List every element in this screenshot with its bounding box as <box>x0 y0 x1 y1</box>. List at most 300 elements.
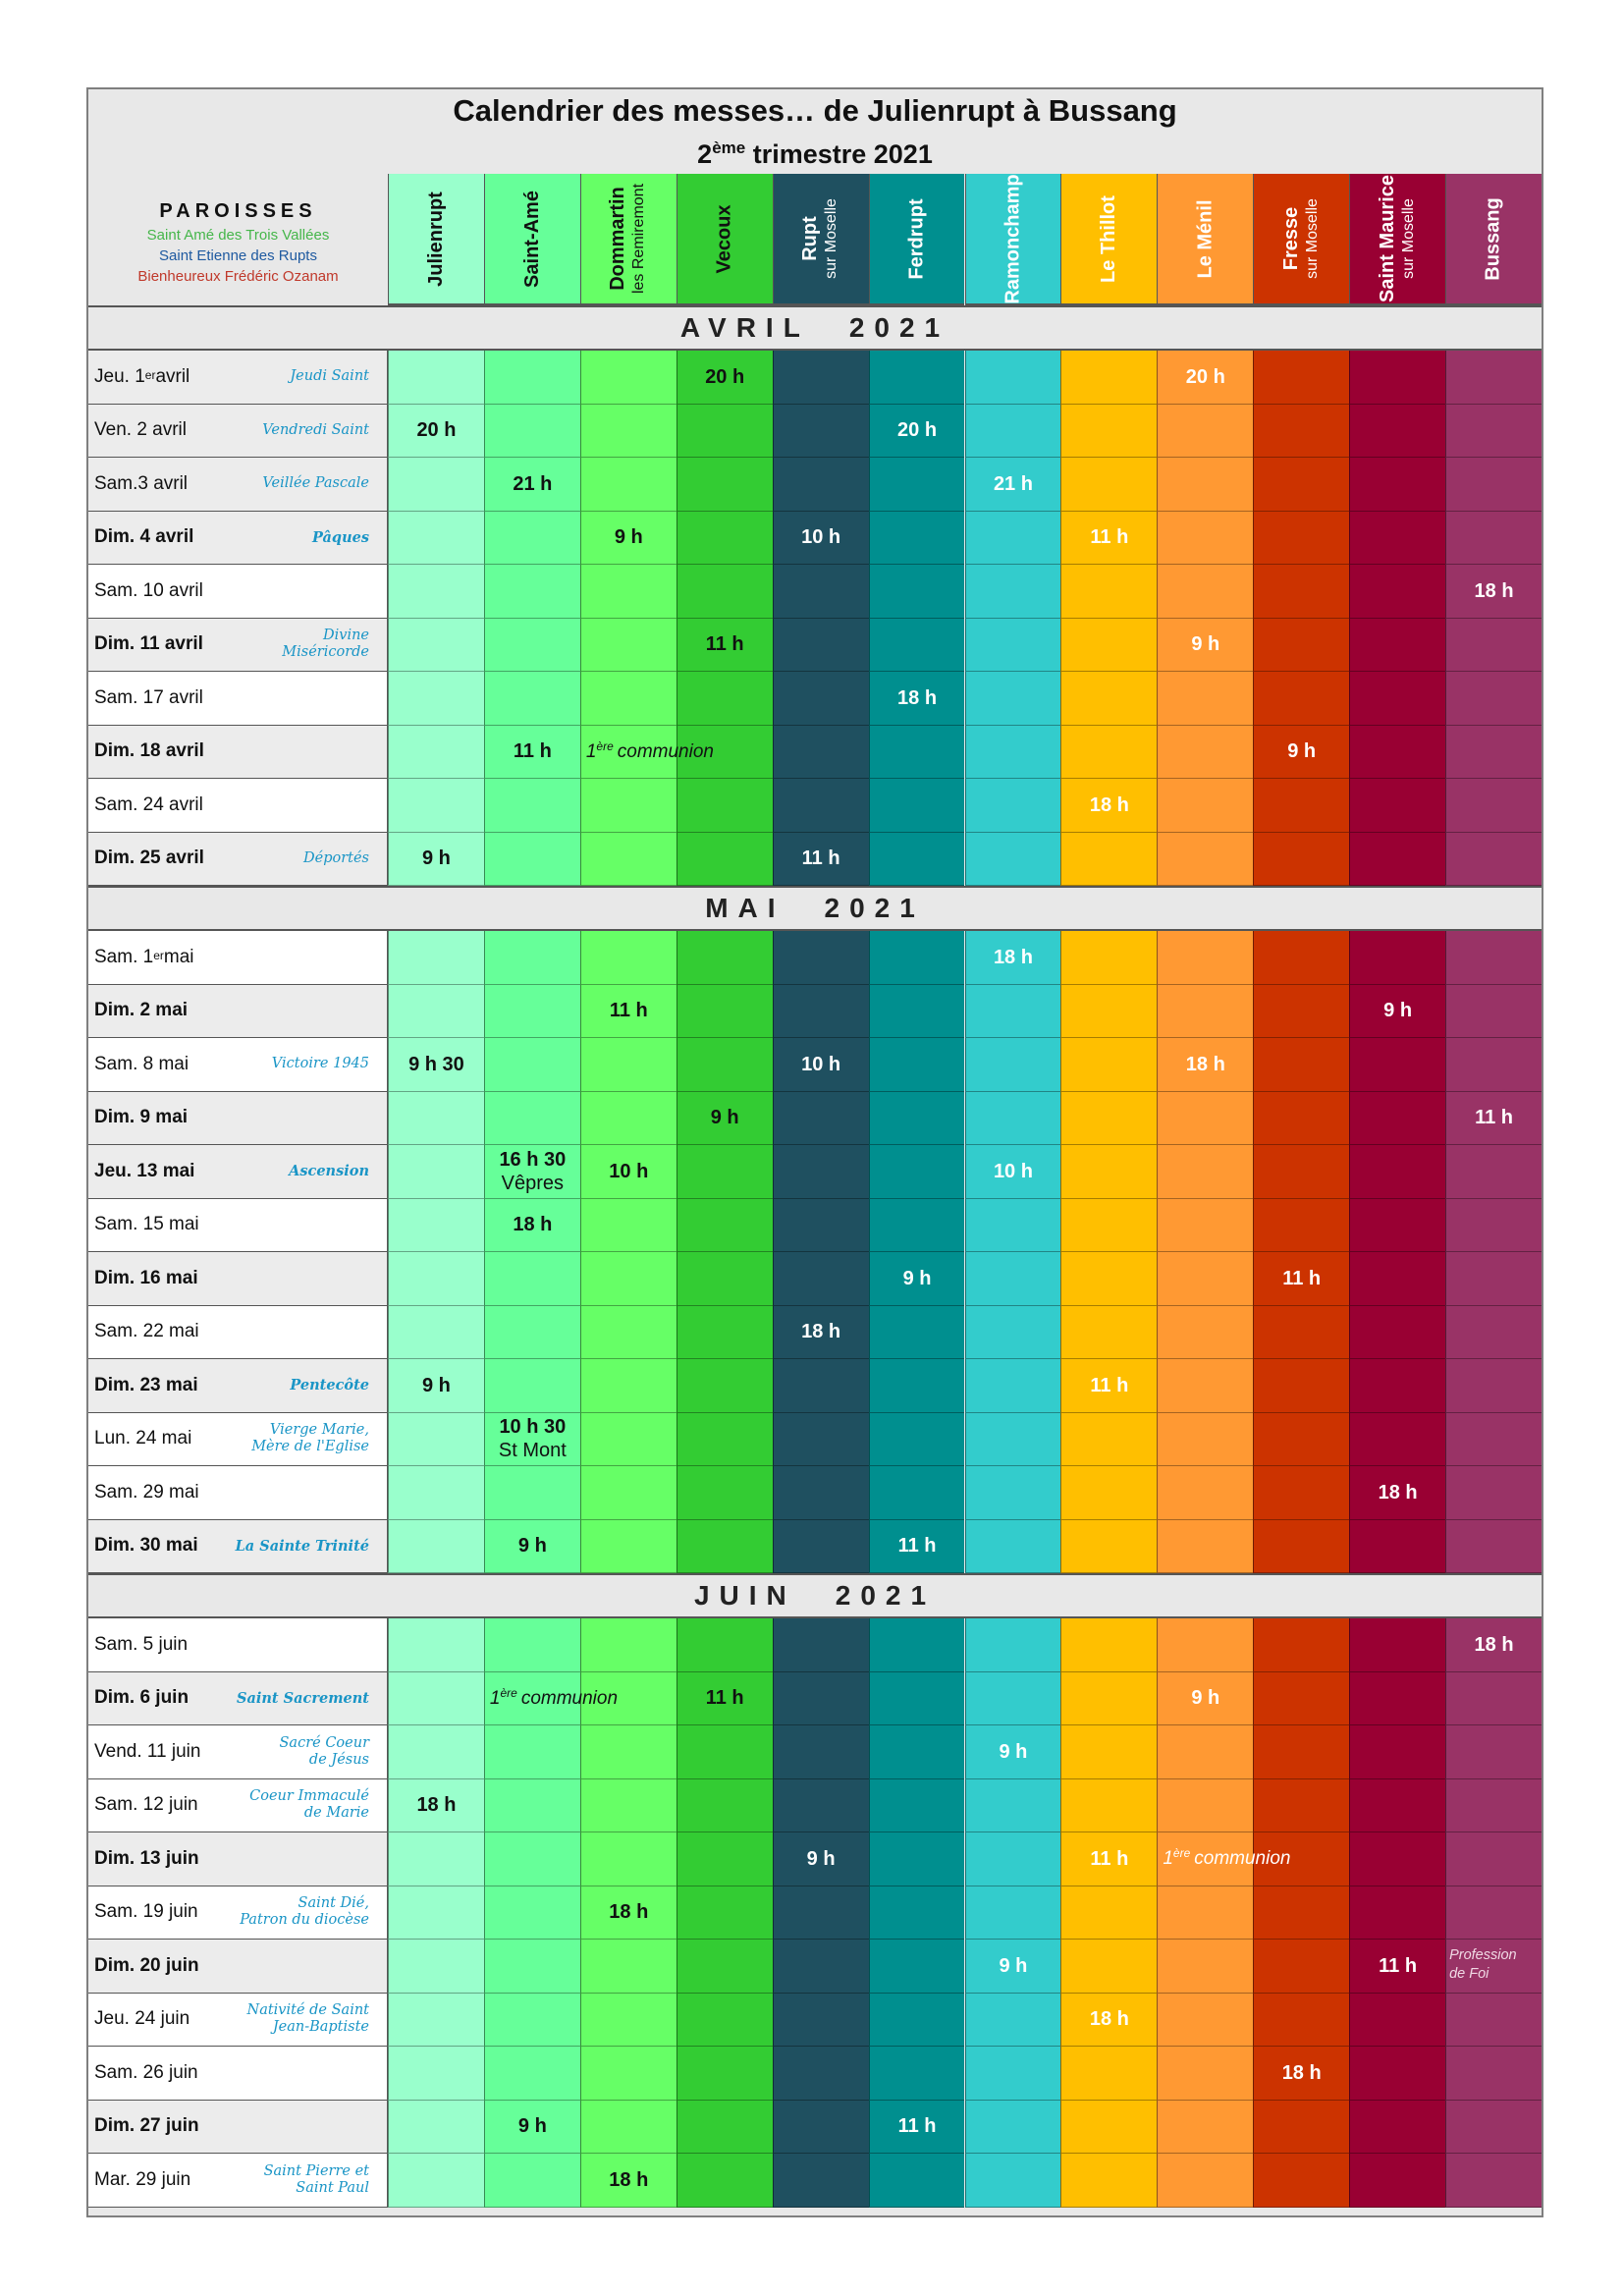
mass-time: 18 h <box>993 946 1033 968</box>
mass-cell <box>1445 2101 1542 2155</box>
mass-cell <box>677 1994 773 2048</box>
mass-cell <box>773 1359 869 1413</box>
mass-cell <box>1060 1940 1157 1994</box>
mass-cell <box>1253 1199 1349 1253</box>
liturgical-feast-text: Sacré Coeur de Jésus <box>279 1734 369 1768</box>
liturgical-feast-text: Jeudi Saint <box>290 368 369 385</box>
mass-cell <box>869 405 965 459</box>
mass-cell <box>965 1466 1061 1520</box>
date-cell <box>88 1725 388 1779</box>
column-subname: sur Moselle <box>1399 198 1417 279</box>
mass-time: 9 h <box>422 1374 451 1396</box>
mass-cell <box>1060 1672 1157 1726</box>
mass-time: 11 h <box>1090 1847 1129 1870</box>
mass-time: 18 h <box>1281 2061 1322 2084</box>
mass-cell <box>1445 1306 1542 1360</box>
column-header-label <box>1099 195 1119 283</box>
mass-cell <box>1157 1199 1253 1253</box>
date-label <box>94 1779 198 1832</box>
mass-cell <box>677 2154 773 2208</box>
mass-cell <box>484 1306 580 1360</box>
first-communion-prefix: 1 <box>489 1687 501 1709</box>
mass-cell <box>1445 1832 1542 1886</box>
mass-cell <box>965 2154 1061 2208</box>
date-text: Sam. 12 juin <box>94 1794 198 1816</box>
mass-cell <box>1445 1145 1542 1199</box>
mass-cell <box>484 1092 580 1146</box>
date-text: Dim. 6 juin <box>94 1687 189 1709</box>
mass-cell <box>1349 779 1445 833</box>
mass-cell <box>677 1832 773 1886</box>
mass-cell <box>1349 565 1445 619</box>
date-cell <box>88 405 388 459</box>
mass-cell <box>1253 779 1349 833</box>
date-label <box>94 1940 199 1993</box>
mass-cell <box>388 1092 484 1146</box>
date-cell <box>88 1145 388 1199</box>
mass-time: 18 h <box>513 1214 553 1236</box>
liturgical-feast-text: Saint Pierre et Saint Paul <box>263 2162 369 2196</box>
month-name: AVRIL <box>679 312 810 343</box>
liturgical-feast <box>262 405 369 458</box>
date-cell <box>88 1413 388 1467</box>
mass-cell <box>1445 985 1542 1039</box>
column-header-julienrupt <box>388 174 484 305</box>
date-label <box>94 1520 198 1573</box>
mass-cell <box>580 565 677 619</box>
mass-cell <box>677 1252 773 1306</box>
mass-cell <box>773 351 869 405</box>
mass-cell <box>1349 2101 1445 2155</box>
mass-cell <box>1157 1092 1253 1146</box>
mass-time: 9 h <box>806 1847 836 1870</box>
date-cell <box>88 2047 388 2101</box>
column-header-saint-am- <box>484 174 580 305</box>
liturgical-feast-text: Nativité de Saint Jean-Baptiste <box>246 2002 369 2036</box>
mass-cell <box>580 985 677 1039</box>
mass-cell <box>1253 726 1349 780</box>
mass-cell <box>1060 1886 1157 1941</box>
date-cell <box>88 458 388 512</box>
mass-cell <box>1157 1940 1253 1994</box>
date-label <box>94 1413 191 1466</box>
mass-cell <box>869 672 965 726</box>
mass-cell <box>773 1199 869 1253</box>
mass-cell <box>580 1618 677 1672</box>
mass-time: 9 h <box>902 1267 932 1289</box>
mass-cell <box>388 1466 484 1520</box>
column-name: Julienrupt <box>424 191 447 287</box>
mass-cell <box>965 1725 1061 1779</box>
mass-time: 9 h <box>517 2115 547 2138</box>
mass-cell <box>1253 931 1349 985</box>
mass-cell <box>1349 1779 1445 1833</box>
mass-cell <box>1060 1092 1157 1146</box>
mass-time: 11 h <box>705 1687 744 1710</box>
mass-cell <box>1349 1092 1445 1146</box>
mass-cell <box>1349 1994 1445 2048</box>
date-text: Sam.3 avril <box>94 472 189 494</box>
mass-time: 9 h <box>999 1954 1028 1977</box>
mass-cell <box>1060 833 1157 887</box>
mass-cell <box>965 405 1061 459</box>
mass-cell <box>580 619 677 673</box>
mass-cell <box>773 1779 869 1833</box>
mass-cell <box>1349 1413 1445 1467</box>
mass-cell <box>1253 833 1349 887</box>
mass-cell <box>1157 1306 1253 1360</box>
mass-cell <box>484 2047 580 2101</box>
column-subname: les Remiremont <box>630 183 648 295</box>
mass-time: 11 h <box>1475 1107 1513 1129</box>
date-text: Sam. 24 avril <box>94 793 203 815</box>
mass-cell <box>580 351 677 405</box>
first-communion-text: communion <box>520 1687 619 1709</box>
mass-cell <box>869 1306 965 1360</box>
date-text: Vend. 11 juin <box>94 1740 201 1762</box>
mass-cell <box>484 1520 580 1574</box>
mass-cell <box>965 672 1061 726</box>
mass-cell <box>1349 985 1445 1039</box>
mass-cell <box>1157 1779 1253 1833</box>
mass-cell <box>1157 1038 1253 1092</box>
date-cell <box>88 1886 388 1941</box>
mass-cell <box>1157 672 1253 726</box>
mass-cell <box>1060 1359 1157 1413</box>
mass-cell <box>1349 1672 1445 1726</box>
mass-cell <box>1060 1618 1157 1672</box>
page-subtitle <box>88 133 1542 170</box>
mass-cell <box>1445 512 1542 566</box>
mass-cell <box>869 2047 965 2101</box>
mass-cell <box>869 931 965 985</box>
mass-cell <box>965 1672 1061 1726</box>
date-label <box>94 1618 188 1671</box>
mass-cell <box>1349 1832 1445 1886</box>
mass-cell <box>869 1359 965 1413</box>
mass-cell <box>580 1994 677 2048</box>
mass-cell <box>773 985 869 1039</box>
column-header-fresse <box>1253 174 1349 305</box>
mass-cell <box>1253 2154 1349 2208</box>
mass-cell <box>484 1145 580 1199</box>
date-text: Dim. 18 avril <box>94 740 204 762</box>
column-header-rupt <box>773 174 869 305</box>
date-text: Dim. 13 juin <box>94 1847 199 1869</box>
mass-cell <box>1157 2047 1253 2101</box>
column-name: Ferdrupt <box>905 197 928 280</box>
date-text: Sam. 19 juin <box>94 1901 198 1923</box>
mass-cell <box>1349 1725 1445 1779</box>
mass-cell <box>965 458 1061 512</box>
mass-cell <box>677 1145 773 1199</box>
mass-cell <box>1445 405 1542 459</box>
date-text: Jeu. 1 <box>94 365 145 387</box>
mass-cell <box>965 1618 1061 1672</box>
mass-cell <box>388 458 484 512</box>
mass-cell <box>1253 1779 1349 1833</box>
column-header-dommartin <box>580 174 677 305</box>
mass-cell <box>484 1994 580 2048</box>
mass-cell <box>1445 2047 1542 2101</box>
mass-cell <box>773 1038 869 1092</box>
mass-cell <box>1253 1672 1349 1726</box>
mass-cell <box>1445 1994 1542 2048</box>
mass-time: 11 h <box>1379 1954 1418 1977</box>
mass-cell <box>580 1940 677 1994</box>
mass-cell <box>773 672 869 726</box>
mass-cell <box>484 1413 580 1467</box>
mass-cell <box>1349 1520 1445 1574</box>
mass-cell <box>965 1994 1061 2048</box>
mass-cell <box>1349 619 1445 673</box>
mass-cell <box>677 931 773 985</box>
mass-cell <box>773 1832 869 1886</box>
mass-cell <box>484 405 580 459</box>
mass-cell <box>580 1520 677 1574</box>
mass-cell <box>1157 1725 1253 1779</box>
mass-cell <box>1060 985 1157 1039</box>
mass-cell <box>773 1092 869 1146</box>
mass-time: 9 h <box>1191 633 1220 656</box>
date-label <box>94 1672 189 1725</box>
date-label <box>94 1359 198 1412</box>
date-label <box>94 2047 198 2100</box>
mass-cell <box>869 1199 965 1253</box>
mass-cell <box>1349 1618 1445 1672</box>
mass-cell <box>580 1145 677 1199</box>
column-header-label <box>800 198 841 279</box>
mass-cell <box>388 1145 484 1199</box>
mass-cell <box>1157 1520 1253 1574</box>
first-communion-sup: ère <box>1172 1846 1191 1861</box>
mass-cell <box>965 1886 1061 1941</box>
liturgical-feast <box>312 512 369 565</box>
date-text: Sam. 5 juin <box>94 1633 189 1655</box>
date-cell <box>88 779 388 833</box>
liturgical-feast <box>290 351 369 404</box>
mass-cell <box>484 458 580 512</box>
mass-cell <box>965 1038 1061 1092</box>
mass-cell <box>1253 2101 1349 2155</box>
mass-cell <box>1157 512 1253 566</box>
liturgical-feast-text: Pentecôte <box>290 1377 369 1394</box>
mass-cell <box>1349 726 1445 780</box>
date-label <box>94 779 203 832</box>
mass-cell <box>580 672 677 726</box>
mass-cell <box>869 1252 965 1306</box>
mass-cell <box>388 672 484 726</box>
mass-cell <box>677 985 773 1039</box>
month-header-avril <box>88 305 1542 351</box>
mass-cell <box>965 2047 1061 2101</box>
mass-cell <box>388 405 484 459</box>
mass-cell <box>1253 1520 1349 1574</box>
mass-cell <box>1060 1038 1157 1092</box>
first-communion-sup: ère <box>500 1685 517 1700</box>
mass-cell <box>1060 726 1157 780</box>
date-cell <box>88 351 388 405</box>
mass-cell <box>484 1725 580 1779</box>
mass-cell <box>869 458 965 512</box>
mass-cell <box>1157 351 1253 405</box>
liturgical-feast <box>249 1779 369 1832</box>
paroisses-label: PAROISSES <box>159 200 317 222</box>
mass-cell <box>580 1725 677 1779</box>
date-text: Mar. 29 juin <box>94 2168 191 2190</box>
date-label <box>94 619 203 672</box>
mass-cell <box>1349 1886 1445 1941</box>
first-communion-sup: ère <box>596 738 614 753</box>
mass-cell <box>388 1306 484 1360</box>
date-text: Dim. 27 juin <box>94 2115 199 2137</box>
liturgical-feast-text: Saint Sacrement <box>236 1689 369 1707</box>
mass-cell <box>869 726 965 780</box>
mass-cell <box>1349 672 1445 726</box>
mass-cell <box>965 512 1061 566</box>
date-text: Sam. 10 avril <box>94 579 203 601</box>
mass-cell <box>1157 1413 1253 1467</box>
mass-cell <box>388 1038 484 1092</box>
date-cell <box>88 726 388 780</box>
paroisse-item: Saint Amé des Trois Vallées <box>146 227 330 244</box>
mass-cell <box>388 1199 484 1253</box>
mass-cell <box>677 1779 773 1833</box>
mass-cell <box>965 833 1061 887</box>
mass-cell <box>677 1940 773 1994</box>
mass-time: 18 h <box>609 1901 649 1924</box>
mass-cell <box>1445 619 1542 673</box>
mass-cell <box>484 1466 580 1520</box>
date-text: Lun. 24 mai <box>94 1428 192 1449</box>
mass-cell <box>388 985 484 1039</box>
mass-time: 20 h <box>1185 365 1225 388</box>
date-cell <box>88 1252 388 1306</box>
date-cell <box>88 565 388 619</box>
mass-cell <box>773 2154 869 2208</box>
paroisse-item: Saint Etienne des Rupts <box>159 247 317 264</box>
mass-cell <box>1445 726 1542 780</box>
mass-cell <box>1157 931 1253 985</box>
mass-cell <box>484 512 580 566</box>
mass-cell <box>869 1038 965 1092</box>
mass-cell <box>1445 672 1542 726</box>
mass-cell <box>869 2154 965 2208</box>
mass-cell <box>1349 1940 1445 1994</box>
mass-time: 9 h <box>614 526 643 549</box>
column-subname: sur Moselle <box>1303 198 1321 279</box>
date-text: Dim. 16 mai <box>94 1267 198 1288</box>
mass-time: 9 h <box>999 1740 1028 1763</box>
mass-time: 20 h <box>416 419 457 442</box>
mass-cell <box>580 1832 677 1886</box>
mass-time: 18 h <box>609 2168 649 2191</box>
mass-cell <box>965 985 1061 1039</box>
date-label: Jeu. 1 $^{er}$ avril <box>94 365 190 387</box>
liturgical-feast <box>262 458 369 511</box>
mass-cell <box>1349 1466 1445 1520</box>
liturgical-feast <box>280 1725 370 1778</box>
mass-cell <box>1060 672 1157 726</box>
mass-cell <box>965 1413 1061 1467</box>
mass-time: 10 h <box>801 526 841 549</box>
mass-cell <box>965 1199 1061 1253</box>
mass-cell <box>388 1520 484 1574</box>
mass-time: 20 h <box>897 419 938 442</box>
column-header-label <box>1281 198 1323 279</box>
mass-cell <box>1349 351 1445 405</box>
mass-calendar-table <box>86 87 1543 2217</box>
first-communion-note <box>1163 1832 1290 1886</box>
date-label <box>94 672 203 725</box>
date-cell <box>88 672 388 726</box>
mass-cell <box>484 1779 580 1833</box>
mass-cell <box>1060 1466 1157 1520</box>
column-name: Bussang <box>1483 196 1505 281</box>
date-cell <box>88 1038 388 1092</box>
mass-cell <box>677 1359 773 1413</box>
date-text: Sam. 26 juin <box>94 2061 198 2083</box>
column-header-label <box>426 191 447 287</box>
mass-cell <box>388 931 484 985</box>
mass-cell <box>388 1672 484 1726</box>
mass-cell <box>580 1886 677 1941</box>
mass-time: 9 h <box>1191 1687 1220 1710</box>
date-label <box>94 1832 199 1886</box>
month-year: 2021 <box>824 893 925 923</box>
subtitle-rest: trimestre 2021 <box>745 139 933 169</box>
mass-cell <box>580 1779 677 1833</box>
mass-cell <box>1445 1618 1542 1672</box>
mass-cell <box>1253 1886 1349 1941</box>
mass-cell <box>965 931 1061 985</box>
mass-time: 10 h 30 <box>499 1416 567 1439</box>
liturgical-feast <box>264 2154 369 2207</box>
mass-cell <box>1157 726 1253 780</box>
liturgical-feast <box>272 1038 369 1091</box>
date-cell <box>88 1359 388 1413</box>
mass-cell <box>677 512 773 566</box>
liturgical-feast-text: Coeur Immaculé de Marie <box>249 1788 369 1822</box>
mass-cell <box>677 1306 773 1360</box>
mass-cell <box>388 512 484 566</box>
date-rest: avril <box>155 365 190 387</box>
mass-cell <box>1445 1886 1542 1941</box>
mass-cell <box>580 458 677 512</box>
column-header-label <box>715 204 735 273</box>
mass-time: 18 h <box>1474 579 1514 602</box>
mass-cell <box>1157 619 1253 673</box>
mass-cell <box>1445 351 1542 405</box>
mass-cell <box>1060 779 1157 833</box>
mass-cell <box>484 779 580 833</box>
liturgical-feast-text: Ascension <box>289 1163 369 1180</box>
date-label <box>94 1466 199 1519</box>
column-name: Le Ménil <box>1194 198 1217 279</box>
mass-time: 11 h <box>1282 1267 1322 1289</box>
mass-cell <box>869 985 965 1039</box>
liturgical-feast-text: La Sainte Trinité <box>235 1537 369 1555</box>
mass-cell <box>773 2047 869 2101</box>
date-label: Sam. 1 $^{er}$ mai <box>94 946 194 967</box>
mass-cell <box>965 1520 1061 1574</box>
date-text: Dim. 30 mai <box>94 1535 198 1557</box>
mass-cell <box>773 619 869 673</box>
mass-cell <box>869 1520 965 1574</box>
mass-time: 16 h 30 <box>499 1148 567 1171</box>
column-header-label <box>1378 175 1419 302</box>
mass-cell <box>1060 405 1157 459</box>
